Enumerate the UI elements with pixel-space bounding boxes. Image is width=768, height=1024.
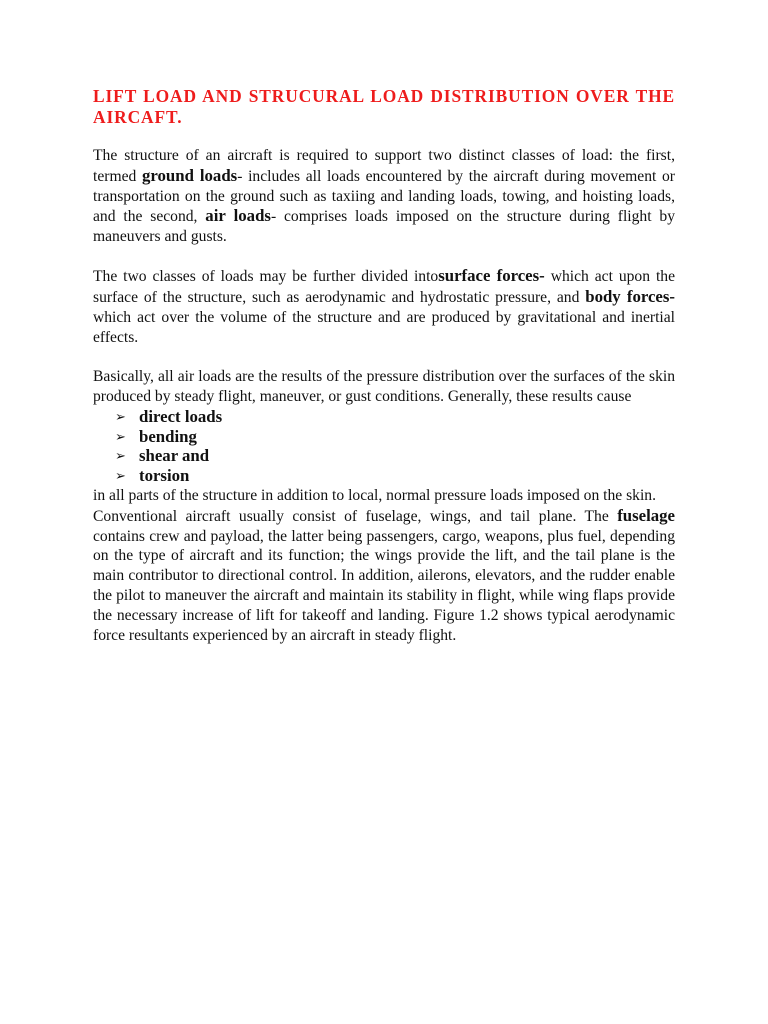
arrow-bullet-icon: ➢ (115, 448, 126, 464)
list-item-label: torsion (139, 466, 190, 486)
load-effects-list (93, 407, 675, 486)
text-run: The structure of an aircraft is required to support two distinct classes of load: the first, termed (93, 147, 675, 185)
paragraph-local-loads: in all parts of the structure in addition to local, normal pressure loads imposed on the skin. (93, 486, 656, 504)
arrow-bullet-icon: ➢ (115, 428, 126, 444)
paragraph-conventional-aircraft (93, 506, 675, 646)
list-item-label: bending (139, 426, 197, 446)
text-run: Conventional aircraft usually consist of fuselage, wings, and tail plane. The (93, 507, 618, 525)
list-item (115, 446, 675, 466)
text-run: - comprises loads imposed on the structure during flight by maneuvers and gusts. (93, 208, 675, 246)
text-run: which act upon the surface of the structure, such as aerodynamic and hydrostatic pressure, and (93, 268, 675, 307)
text-run: which act over the volume of the structure and are produced by gravitational and inertial effects. (93, 309, 675, 346)
text-run: - includes all loads encountered by the aircraft during movement or transportation on the ground such as taxiing and landing loads, towing, and hoisting loads, and the second, (93, 167, 675, 226)
paragraph-force-types (93, 266, 675, 347)
list-item (115, 407, 675, 427)
list-item (115, 427, 675, 447)
list-item (115, 466, 675, 486)
arrow-bullet-icon: ➢ (115, 468, 126, 484)
paragraph-load-classes (93, 146, 675, 247)
list-item-label: shear and (139, 446, 210, 466)
arrow-bullet-icon: ➢ (115, 408, 126, 424)
page-title: LIFT LOAD AND STRUCURAL LOAD DISTRIBUTION OVER THE AIRCAFT. (93, 86, 675, 127)
text-run: contains crew and payload, the latter being passengers, cargo, weapons, plus fuel, depending on the type of aircraft and its function; the wings provide the lift, and the tail plane is the main contributor to directional control. In addition, ailerons, elevators, and the rudder enable the pilot to maneuver the aircraft and maintain its stability in flight, while wing flaps provide the necessary increase of lift for takeoff and landing. Figure 1.2 shows typical aerodynamic force resultants experienced by an aircraft in steady flight. (93, 527, 675, 644)
term-ground-loads: ground loads (141, 165, 238, 185)
term-body-forces: body forces- (585, 287, 675, 307)
term-air-loads: air loads (205, 206, 271, 226)
text-run: The two classes of loads may be further divided into (93, 268, 439, 286)
term-fuselage: fuselage (617, 505, 675, 525)
term-surface-forces: surface forces- (438, 266, 545, 286)
paragraph-pressure-distribution: Basically, all air loads are the results of the pressure distribution over the surfaces of the skin produced by steady flight, maneuver, or gust conditions. Generally, these results cause (93, 368, 675, 405)
list-item-label: direct loads (139, 406, 223, 426)
